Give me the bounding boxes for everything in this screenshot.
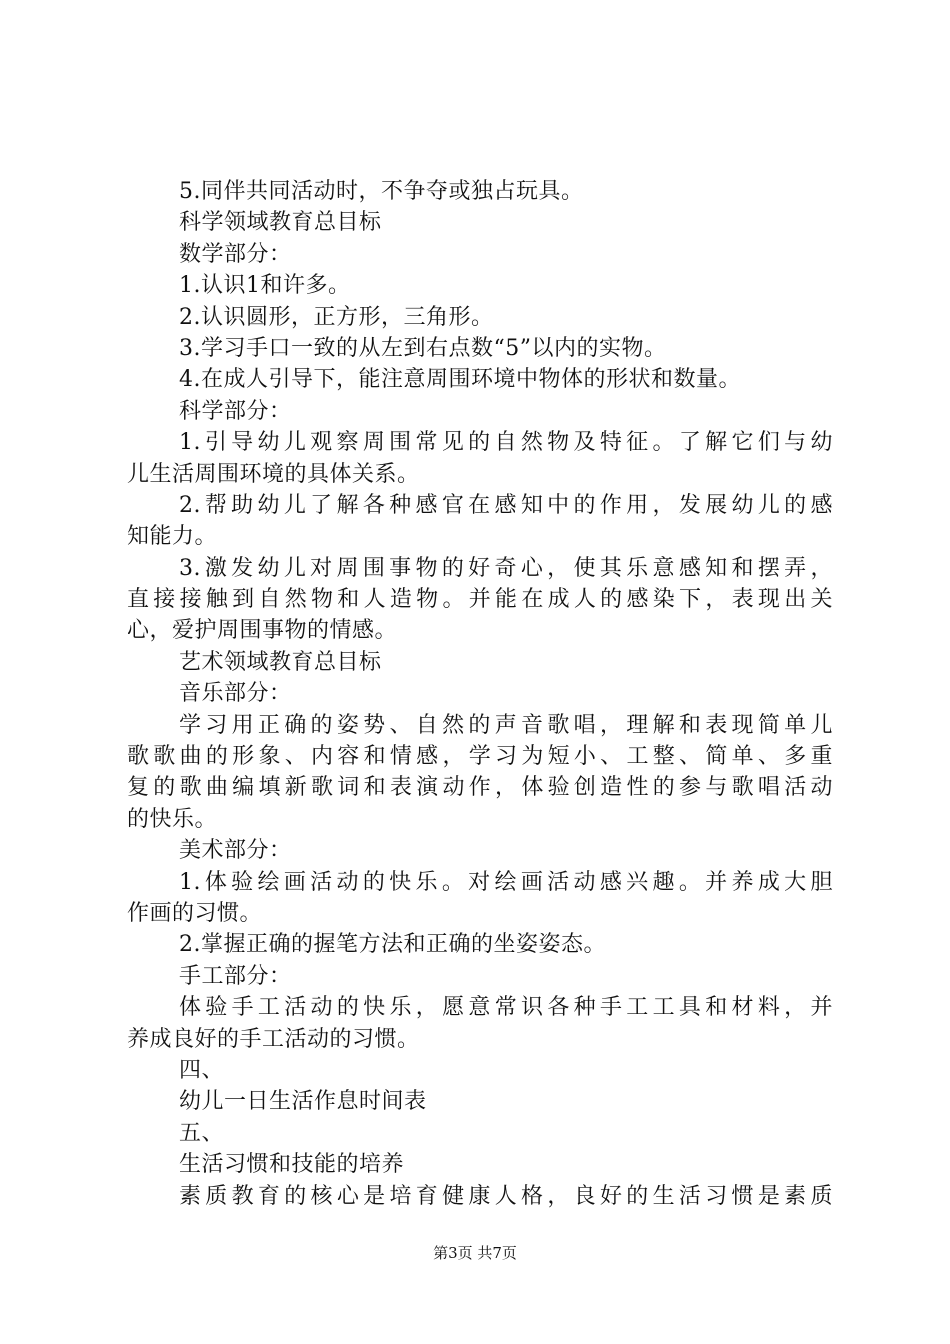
text-line: 3.学习手口一致的从左到右点数“5”以内的实物。 [179, 335, 667, 361]
text-line: 艺术领域教育总目标 [179, 649, 382, 675]
text-line: 知能力。 [127, 524, 218, 550]
text-line: 音乐部分： [179, 681, 292, 707]
text-line: 养成良好的手工活动的习惯。 [127, 1026, 420, 1052]
text-line: 四、 [179, 1057, 225, 1083]
text-line: 素质教育的核心是培育健康人格，良好的生活习惯是素质 [179, 1183, 833, 1209]
text-line: 心，爱护周围事物的情感。 [127, 618, 398, 644]
text-line: 1.引导幼儿观察周围常见的自然物及特征。了解它们与幼 [179, 430, 833, 456]
text-line: 作画的习惯。 [127, 900, 263, 926]
text-line: 4.在成人引导下，能注意周围环境中物体的形状和数量。 [179, 367, 741, 393]
text-line: 体验手工活动的快乐，愿意常识各种手工工具和材料，并 [179, 995, 833, 1021]
text-line: 学习用正确的姿势、自然的声音歌唱，理解和表现简单儿 [179, 712, 833, 738]
text-line: 生活习惯和技能的培养 [179, 1152, 405, 1178]
text-line: 五、 [179, 1120, 225, 1146]
text-line: 手工部分： [179, 963, 292, 989]
document-body [127, 176, 833, 1212]
text-line: 幼儿一日生活作息时间表 [179, 1089, 427, 1115]
text-line: 的快乐。 [127, 806, 218, 832]
text-line: 数学部分： [179, 241, 292, 267]
text-line: 1.体验绘画活动的快乐。对绘画活动感兴趣。并养成大胆 [179, 869, 833, 895]
text-line: 科学领域教育总目标 [179, 210, 382, 236]
text-line: 科学部分： [179, 398, 292, 424]
text-line: 歌歌曲的形象、内容和情感，学习为短小、工整、简单、多重 [127, 744, 833, 770]
text-line: 2.帮助幼儿了解各种感官在感知中的作用，发展幼儿的感 [179, 492, 833, 518]
text-line: 直接接触到自然物和人造物。并能在成人的感染下，表现出关 [127, 587, 833, 613]
text-line: 1.认识1和许多。 [179, 273, 351, 299]
text-line: 5.同伴共同活动时，不争夺或独占玩具。 [179, 179, 584, 204]
text-line: 2.认识圆形，正方形，三角形。 [179, 304, 494, 330]
text-line: 儿生活周围环境的具体关系。 [127, 461, 420, 487]
page-footer: 第3页 共7页 [433, 1244, 517, 1262]
text-line: 美术部分： [179, 838, 292, 864]
text-line: 2.掌握正确的握笔方法和正确的坐姿姿态。 [179, 932, 606, 958]
text-line: 复的歌曲编填新歌词和表演动作，体验创造性的参与歌唱活动 [127, 775, 833, 801]
text-line: 3.激发幼儿对周围事物的好奇心，使其乐意感知和摆弄， [179, 555, 833, 581]
